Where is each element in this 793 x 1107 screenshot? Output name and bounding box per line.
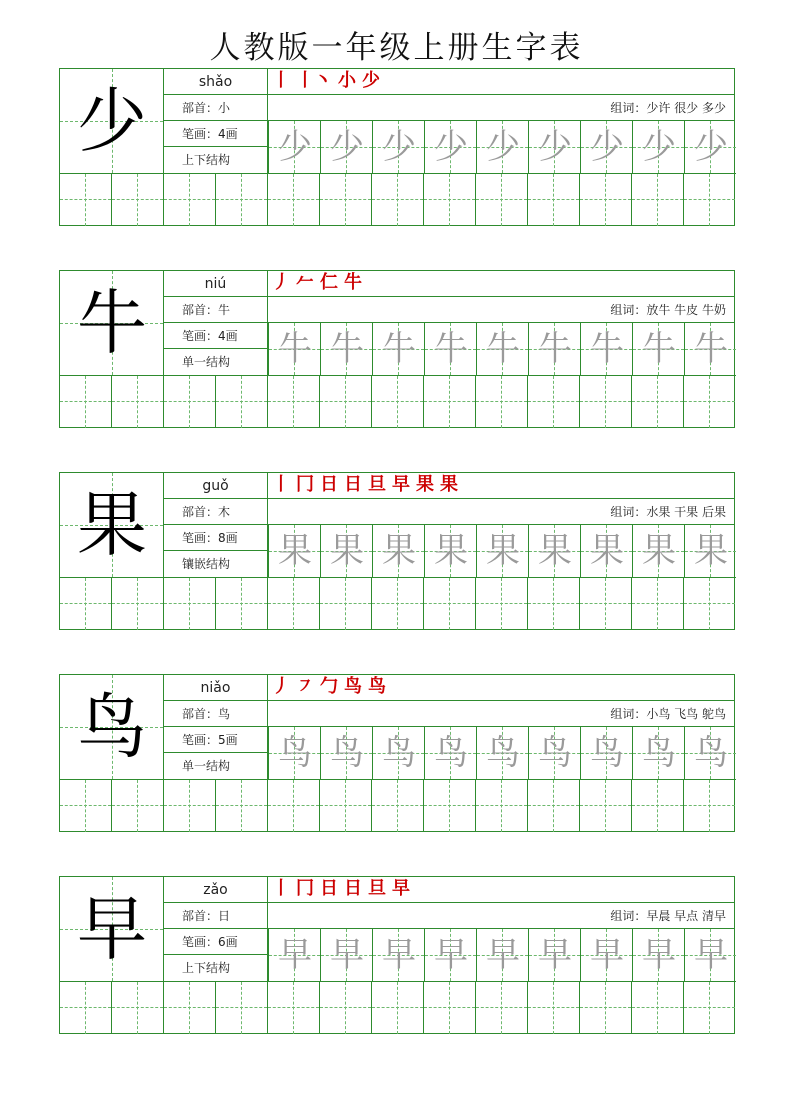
word-examples: 组词：早晨 早点 清早 bbox=[268, 903, 734, 929]
trace-cell[interactable] bbox=[580, 727, 632, 779]
trace-cell[interactable] bbox=[424, 929, 476, 981]
stroke-step: 丿 bbox=[272, 272, 290, 293]
practice-cell[interactable] bbox=[371, 780, 423, 832]
trace-char: 鸟 bbox=[694, 733, 728, 773]
trace-row bbox=[268, 929, 736, 981]
radical: 部首：日 bbox=[164, 903, 267, 929]
char-info bbox=[164, 271, 268, 375]
practice-cell[interactable] bbox=[371, 578, 423, 630]
practice-cell[interactable] bbox=[111, 780, 163, 832]
practice-cell[interactable] bbox=[683, 578, 735, 630]
trace-cell[interactable] bbox=[528, 525, 580, 577]
trace-cell[interactable] bbox=[528, 121, 580, 173]
radical: 部首：牛 bbox=[164, 297, 267, 323]
char-info bbox=[164, 675, 268, 779]
trace-cell[interactable] bbox=[684, 727, 736, 779]
char-info bbox=[164, 473, 268, 577]
stroke-step: 丨 bbox=[272, 474, 290, 495]
char-info bbox=[164, 877, 268, 981]
practice-cell[interactable] bbox=[475, 780, 527, 832]
trace-cell[interactable] bbox=[528, 323, 580, 375]
practice-cell[interactable] bbox=[579, 376, 631, 428]
trace-cell[interactable] bbox=[268, 929, 320, 981]
stroke-order bbox=[268, 473, 734, 499]
trace-char: 鸟 bbox=[278, 733, 312, 773]
trace-char: 果 bbox=[538, 531, 572, 571]
practice-cell[interactable] bbox=[683, 982, 735, 1034]
practice-cell[interactable] bbox=[423, 578, 475, 630]
practice-cell[interactable] bbox=[683, 174, 735, 226]
trace-cell[interactable] bbox=[424, 323, 476, 375]
practice-cell[interactable] bbox=[215, 376, 267, 428]
structure: 镶嵌结构 bbox=[182, 557, 231, 571]
big-char: 鸟 bbox=[77, 686, 147, 768]
practice-cell[interactable] bbox=[475, 376, 527, 428]
trace-row bbox=[268, 525, 736, 577]
structure: 上下结构 bbox=[182, 153, 231, 167]
big-char-box bbox=[60, 271, 164, 375]
practice-cell[interactable] bbox=[631, 780, 683, 832]
practice-cell[interactable] bbox=[319, 376, 371, 428]
trace-row bbox=[268, 727, 736, 779]
trace-cell[interactable] bbox=[580, 323, 632, 375]
stroke-count: 笔画：4画 bbox=[164, 323, 267, 349]
stroke-step: 鸟 bbox=[368, 676, 386, 697]
stroke-step: 冂 bbox=[296, 878, 314, 899]
stroke-step: 小 bbox=[338, 70, 356, 91]
practice-cell[interactable] bbox=[163, 982, 215, 1034]
practice-cell[interactable] bbox=[423, 174, 475, 226]
trace-cell[interactable] bbox=[268, 525, 320, 577]
trace-cell[interactable] bbox=[268, 323, 320, 375]
trace-char: 少 bbox=[486, 127, 520, 167]
trace-char: 少 bbox=[434, 127, 468, 167]
stroke-order bbox=[268, 69, 734, 95]
trace-cell[interactable] bbox=[580, 929, 632, 981]
practice-cell[interactable] bbox=[111, 376, 163, 428]
practice-cell[interactable] bbox=[111, 174, 163, 226]
structure: 上下结构 bbox=[182, 961, 231, 975]
practice-cell[interactable] bbox=[163, 578, 215, 630]
practice-cell[interactable] bbox=[215, 174, 267, 226]
trace-char: 早 bbox=[538, 935, 572, 975]
trace-row bbox=[268, 323, 736, 375]
practice-cell[interactable] bbox=[371, 982, 423, 1034]
trace-cell[interactable] bbox=[320, 727, 372, 779]
stroke-count: 笔画：5画 bbox=[164, 727, 267, 753]
trace-char: 少 bbox=[330, 127, 364, 167]
stroke-step: 早 bbox=[392, 878, 410, 899]
stroke-step: 勹 bbox=[320, 676, 338, 697]
stroke-order bbox=[268, 271, 734, 297]
stroke-step: 果 bbox=[416, 474, 434, 495]
trace-char: 果 bbox=[382, 531, 416, 571]
trace-cell[interactable] bbox=[632, 929, 684, 981]
stroke-step: 冂 bbox=[296, 474, 314, 495]
practice-cell[interactable] bbox=[319, 982, 371, 1034]
big-char-box bbox=[60, 473, 164, 577]
trace-char: 牛 bbox=[486, 329, 520, 369]
stroke-step: 日 bbox=[344, 474, 362, 495]
trace-char: 果 bbox=[590, 531, 624, 571]
trace-char: 少 bbox=[538, 127, 572, 167]
practice-cell[interactable] bbox=[59, 174, 111, 226]
trace-cell[interactable] bbox=[320, 929, 372, 981]
practice-cell[interactable] bbox=[579, 780, 631, 832]
trace-cell[interactable] bbox=[268, 121, 320, 173]
trace-cell[interactable] bbox=[372, 525, 424, 577]
stroke-step: 日 bbox=[320, 878, 338, 899]
trace-char: 鸟 bbox=[382, 733, 416, 773]
trace-cell[interactable] bbox=[528, 727, 580, 779]
trace-char: 少 bbox=[382, 127, 416, 167]
trace-char: 牛 bbox=[642, 329, 676, 369]
trace-char: 鸟 bbox=[590, 733, 624, 773]
trace-cell[interactable] bbox=[580, 121, 632, 173]
stroke-step: 牛 bbox=[344, 272, 362, 293]
practice-cell[interactable] bbox=[111, 578, 163, 630]
char-card bbox=[59, 270, 735, 428]
practice-cell[interactable] bbox=[631, 174, 683, 226]
practice-cell[interactable] bbox=[475, 982, 527, 1034]
stroke-count: 笔画：6画 bbox=[164, 929, 267, 955]
trace-cell[interactable] bbox=[632, 323, 684, 375]
trace-char: 牛 bbox=[538, 329, 572, 369]
trace-cell[interactable] bbox=[320, 525, 372, 577]
practice-cell[interactable] bbox=[319, 578, 371, 630]
stroke-order bbox=[268, 675, 734, 701]
char-info bbox=[164, 69, 268, 173]
trace-char: 牛 bbox=[330, 329, 364, 369]
structure: 单一结构 bbox=[182, 355, 231, 369]
practice-cell[interactable] bbox=[215, 578, 267, 630]
char-card bbox=[59, 876, 735, 1034]
trace-char: 牛 bbox=[382, 329, 416, 369]
trace-cell[interactable] bbox=[684, 929, 736, 981]
radical: 部首：鸟 bbox=[164, 701, 267, 727]
word-examples: 组词：少许 很少 多少 bbox=[268, 95, 734, 121]
trace-cell[interactable] bbox=[684, 525, 736, 577]
practice-cell[interactable] bbox=[579, 578, 631, 630]
practice-cell[interactable] bbox=[475, 578, 527, 630]
stroke-step: ㇇ bbox=[296, 676, 314, 697]
big-char-box bbox=[60, 675, 164, 779]
practice-cell[interactable] bbox=[423, 982, 475, 1034]
word-examples: 组词：放牛 牛皮 牛奶 bbox=[268, 297, 734, 323]
trace-char: 早 bbox=[278, 935, 312, 975]
word-examples: 组词：水果 干果 后果 bbox=[268, 499, 734, 525]
practice-cell[interactable] bbox=[579, 982, 631, 1034]
practice-cell[interactable] bbox=[631, 982, 683, 1034]
practice-row bbox=[60, 375, 736, 427]
stroke-step: 日 bbox=[320, 474, 338, 495]
trace-char: 果 bbox=[642, 531, 676, 571]
practice-cell[interactable] bbox=[631, 578, 683, 630]
practice-cell[interactable] bbox=[267, 982, 319, 1034]
big-char: 早 bbox=[77, 888, 147, 970]
trace-char: 少 bbox=[694, 127, 728, 167]
stroke-step: 旦 bbox=[368, 878, 386, 899]
trace-cell[interactable] bbox=[424, 121, 476, 173]
trace-char: 果 bbox=[694, 531, 728, 571]
practice-cell[interactable] bbox=[319, 174, 371, 226]
trace-cell[interactable] bbox=[632, 525, 684, 577]
trace-cell[interactable] bbox=[476, 929, 528, 981]
practice-cell[interactable] bbox=[683, 780, 735, 832]
trace-char: 早 bbox=[486, 935, 520, 975]
practice-cell[interactable] bbox=[59, 982, 111, 1034]
practice-row bbox=[60, 173, 736, 225]
trace-char: 鸟 bbox=[642, 733, 676, 773]
trace-cell[interactable] bbox=[476, 121, 528, 173]
stroke-step: 仁 bbox=[320, 272, 338, 293]
trace-char: 少 bbox=[278, 127, 312, 167]
practice-cell[interactable] bbox=[475, 174, 527, 226]
trace-char: 早 bbox=[330, 935, 364, 975]
trace-char: 鸟 bbox=[538, 733, 572, 773]
char-card bbox=[59, 472, 735, 630]
big-char-box bbox=[60, 877, 164, 981]
trace-cell[interactable] bbox=[372, 929, 424, 981]
trace-char: 果 bbox=[330, 531, 364, 571]
trace-char: 少 bbox=[590, 127, 624, 167]
trace-char: 早 bbox=[382, 935, 416, 975]
stroke-order bbox=[268, 877, 734, 903]
trace-cell[interactable] bbox=[372, 121, 424, 173]
practice-cell[interactable] bbox=[267, 780, 319, 832]
practice-row bbox=[60, 981, 736, 1033]
stroke-count: 笔画：8画 bbox=[164, 525, 267, 551]
practice-cell[interactable] bbox=[111, 982, 163, 1034]
page-title: 人教版一年级上册生字表 bbox=[209, 30, 584, 66]
practice-cell[interactable] bbox=[683, 376, 735, 428]
big-char-box bbox=[60, 69, 164, 173]
trace-char: 果 bbox=[278, 531, 312, 571]
trace-cell[interactable] bbox=[268, 727, 320, 779]
stroke-step: 丨 bbox=[272, 70, 290, 91]
practice-cell[interactable] bbox=[267, 578, 319, 630]
trace-cell[interactable] bbox=[476, 727, 528, 779]
trace-char: 果 bbox=[486, 531, 520, 571]
practice-cell[interactable] bbox=[579, 174, 631, 226]
stroke-step: 丨丶 bbox=[296, 70, 332, 91]
stroke-step: 旦 bbox=[368, 474, 386, 495]
trace-cell[interactable] bbox=[632, 727, 684, 779]
big-char: 少 bbox=[77, 80, 147, 162]
trace-cell[interactable] bbox=[424, 525, 476, 577]
trace-cell[interactable] bbox=[528, 929, 580, 981]
practice-row bbox=[60, 779, 736, 831]
trace-cell[interactable] bbox=[580, 525, 632, 577]
pinyin: guǒ bbox=[164, 473, 267, 499]
trace-char: 牛 bbox=[434, 329, 468, 369]
trace-cell[interactable] bbox=[476, 323, 528, 375]
trace-char: 鸟 bbox=[434, 733, 468, 773]
stroke-step: 早 bbox=[392, 474, 410, 495]
trace-cell[interactable] bbox=[632, 121, 684, 173]
trace-char: 果 bbox=[434, 531, 468, 571]
pinyin: zǎo bbox=[164, 877, 267, 903]
practice-cell[interactable] bbox=[215, 780, 267, 832]
trace-cell[interactable] bbox=[320, 323, 372, 375]
trace-char: 早 bbox=[434, 935, 468, 975]
stroke-step: 丿 bbox=[272, 676, 290, 697]
stroke-step: 少 bbox=[362, 70, 380, 91]
trace-char: 牛 bbox=[278, 329, 312, 369]
big-char: 果 bbox=[77, 484, 147, 566]
practice-cell[interactable] bbox=[163, 174, 215, 226]
practice-cell[interactable] bbox=[59, 578, 111, 630]
trace-char: 鸟 bbox=[330, 733, 364, 773]
trace-cell[interactable] bbox=[684, 121, 736, 173]
practice-cell[interactable] bbox=[423, 376, 475, 428]
practice-cell[interactable] bbox=[267, 376, 319, 428]
trace-cell[interactable] bbox=[684, 323, 736, 375]
trace-cell[interactable] bbox=[320, 121, 372, 173]
practice-cell[interactable] bbox=[527, 578, 579, 630]
stroke-step: 𠂉 bbox=[296, 272, 314, 293]
trace-char: 牛 bbox=[694, 329, 728, 369]
trace-cell[interactable] bbox=[372, 727, 424, 779]
practice-cell[interactable] bbox=[631, 376, 683, 428]
trace-char: 少 bbox=[642, 127, 676, 167]
trace-char: 早 bbox=[642, 935, 676, 975]
trace-char: 鸟 bbox=[486, 733, 520, 773]
radical: 部首：小 bbox=[164, 95, 267, 121]
pinyin: niǎo bbox=[164, 675, 267, 701]
trace-char: 早 bbox=[590, 935, 624, 975]
trace-char: 早 bbox=[694, 935, 728, 975]
char-card bbox=[59, 68, 735, 226]
practice-cell[interactable] bbox=[215, 982, 267, 1034]
trace-cell[interactable] bbox=[476, 525, 528, 577]
practice-cell[interactable] bbox=[59, 780, 111, 832]
trace-char: 牛 bbox=[590, 329, 624, 369]
trace-cell[interactable] bbox=[372, 323, 424, 375]
pinyin: niú bbox=[164, 271, 267, 297]
practice-cell[interactable] bbox=[527, 174, 579, 226]
practice-cell[interactable] bbox=[527, 780, 579, 832]
stroke-count: 笔画：4画 bbox=[164, 121, 267, 147]
stroke-step: 日 bbox=[344, 878, 362, 899]
practice-cell[interactable] bbox=[371, 376, 423, 428]
practice-cell[interactable] bbox=[59, 376, 111, 428]
practice-row bbox=[60, 577, 736, 629]
word-examples: 组词：小鸟 飞鸟 鸵鸟 bbox=[268, 701, 734, 727]
practice-cell[interactable] bbox=[527, 376, 579, 428]
practice-cell[interactable] bbox=[371, 174, 423, 226]
practice-cell[interactable] bbox=[527, 982, 579, 1034]
big-char: 牛 bbox=[77, 282, 147, 364]
practice-cell[interactable] bbox=[267, 174, 319, 226]
practice-cell[interactable] bbox=[163, 376, 215, 428]
practice-cell[interactable] bbox=[319, 780, 371, 832]
structure: 单一结构 bbox=[182, 759, 231, 773]
stroke-step: 果 bbox=[440, 474, 458, 495]
practice-cell[interactable] bbox=[423, 780, 475, 832]
practice-cell[interactable] bbox=[163, 780, 215, 832]
trace-cell[interactable] bbox=[424, 727, 476, 779]
radical: 部首：木 bbox=[164, 499, 267, 525]
stroke-step: 丨 bbox=[272, 878, 290, 899]
stroke-step: 鸟 bbox=[344, 676, 362, 697]
pinyin: shǎo bbox=[164, 69, 267, 95]
trace-row bbox=[268, 121, 736, 173]
char-card bbox=[59, 674, 735, 832]
